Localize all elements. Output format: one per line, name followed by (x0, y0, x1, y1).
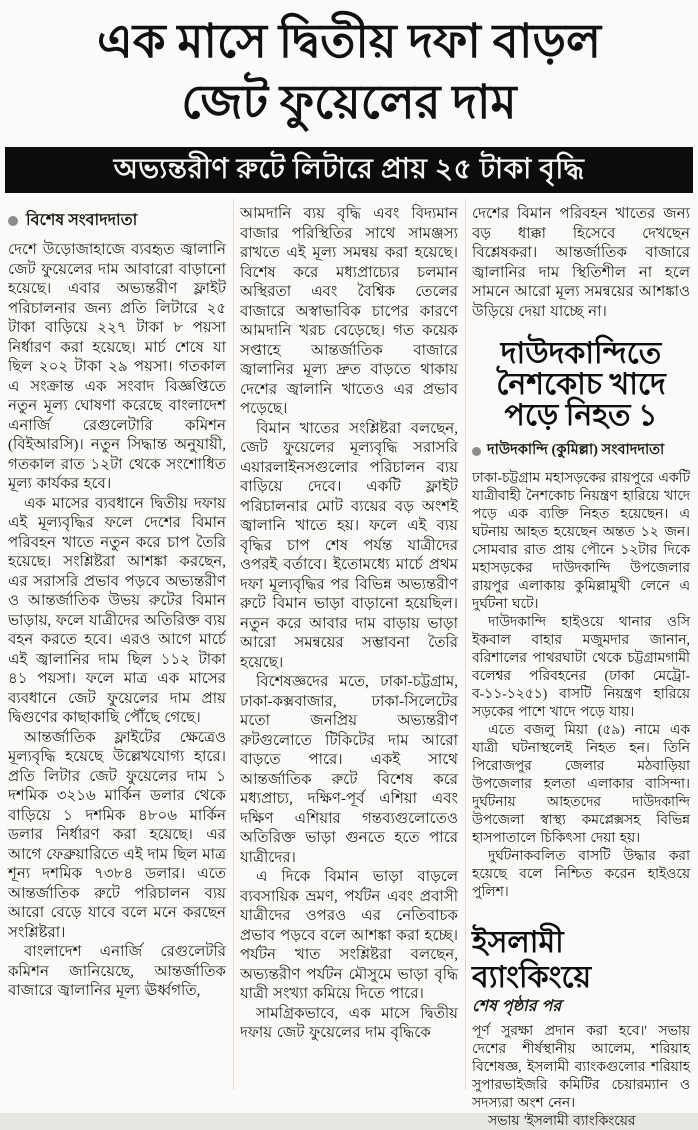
daudkandi-headline-line-1: দাউদকান্দিতে (500, 337, 662, 370)
article-paragraph: দাউদকান্দি হাইওয়ে থানার ওসি ইকবাল বাহার মজুমদার জানান, বরিশালের পাথরঘাটা থেকে চট্টগ্রামগামী বলেশ্বর পরিবহনের (ঢাকা মেট্রো-ব-১১-১২৫১) বাসটি নিয়ন্ত্রণ হারিয়ে সড়কের পাশে খাদে পড়ে যায়। (472, 614, 690, 719)
islami-banking-headline: ইসলামী ব্যাংকিংয়ে (472, 926, 592, 994)
byline-text: দাউদকান্দি (কুমিল্লা) সংবাদদাতা (487, 442, 665, 458)
column-divider (233, 199, 234, 1090)
subheadline-band: অভ্যন্তরীণ রুটে লিটারে প্রায় ২৫ টাকা বৃদ্ধি (5, 147, 693, 193)
daudkandi-headline-line-2: নৈশকোচ খাদে (496, 368, 666, 401)
article-paragraph: পূর্ণ সুরক্ষা প্রদান করা হবে।' সভায় দেশের শীর্ষস্থানীয় আলেম, শরিয়াহ বিশেষজ্ঞ, ইসলামী ব্যাংকগুলোর শরিয়াহ সুপারভাইজরি কমিটির চেয়ারম্যান ও সদস্যরা অংশ নেন। (472, 1023, 690, 1110)
article-paragraph: এক মাসের ব্যবধানে দ্বিতীয় দফায় এই মূল্যবৃদ্ধির ফলে দেশের বিমান পরিবহন খাতে নতুন করে চাপ তৈরি হয়েছে। সংশ্লিষ্টরা আশঙ্কা করছেন, এর সরাসরি প্রভাব পড়বে অভ্যন্তরীণ ও আন্তর্জাতিক উভয় রুটের বিমান ভাড়ায়, ফলে যাত্রীদের অতিরিক্ত ব্যয় বহন করতে হবে। এরও আগে মার্চে এই জ্বালানির দাম ছিল ১১২ টাকা ৪১ পয়সা। ফলে মাত্র এক মাসের ব্যবধানে জেট ফুয়েলের দাম প্রায় দ্বিগুণের কাছাকাছি পৌঁছে গেছে। (8, 495, 226, 726)
column-divider (465, 199, 466, 1090)
main-headline (0, 0, 698, 134)
masthead (0, 0, 698, 193)
byline-bullet-icon (8, 216, 18, 226)
article-paragraph: আন্তর্জাতিক ফ্লাইটের ক্ষেত্রেও মূল্যবৃদ্ধি হয়েছে উল্লেখযোগ্য হারে। প্রতি লিটার জেট ফুয়েলের দাম ১ দশমিক ৩২১৬ মার্কিন ডলার থেকে বাড়িয়ে ১ দশমিক ৪৮০৬ মার্কিন ডলার নির্ধারণ করা হয়েছে। এর আগে ফেব্রুয়ারিতে এই দাম ছিল মাত্র শূন্য দশমিক ৭৩৮৪ ডলার। এতে আন্তর্জাতিক রুটে পরিচালন ব্যয় আরো বেড়ে যাবে বলে মনে করছেন সংশ্লিষ্টরা। (8, 729, 226, 941)
article-paragraph: বিশেষজ্ঞদের মতে, ঢাকা-চট্টগ্রাম, ঢাকা-কক্সবাজার, ঢাকা-সিলেটের মতো জনপ্রিয় অভ্যন্তরীণ রুটগুলোতে টিকিটের দাম আরো বাড়তে পারে। একই সাথে আন্তর্জাতিক রুটে বিশেষ করে মধ্যপ্রাচ্য, দক্ষিণ-পূর্ব এশিয়া এবং দক্ষিণ এশিয়ার গন্তব্যগুলোতেও অতিরিক্ত ভাড়া গুনতে হতে পারে যাত্রীদের। (240, 674, 458, 866)
article-paragraph: দেশের বিমান পরিবহন খাতের জন্য বড় ধাক্কা হিসেবে দেখছেন বিশ্লেষকরা। আন্তর্জাতিক বাজারে জ্বালানির দাম স্থিতিশীল না হলে সামনে আরো মূল্য সমন্বয়ের আশঙ্কাও উড়িয়ে দেয়া যাচ্ছে না। (472, 206, 690, 320)
article-paragraph: সভায় 'ইসলামী ব্যাংকিংয়ের (488, 1113, 636, 1128)
byline-jet-fuel (8, 207, 226, 234)
column-1 (8, 205, 226, 1130)
main-headline-line-2: জেট ফুয়েলের দাম (181, 77, 517, 129)
article-paragraph: বাংলাদেশ এনার্জি রেগুলেটরি কমিশন জানিয়েছে, আন্তর্জাতিক বাজারে জ্বালানির মূল্য ঊর্ধ্বগতি, (8, 944, 226, 999)
article-paragraph: সামগ্রিকভাবে, এক মাসে দ্বিতীয় দফায় জেট ফুয়েলের দাম বৃদ্ধিকে (240, 1005, 458, 1041)
main-headline-line-1: এক মাসে দ্বিতীয় দফা বাড়ল (96, 16, 602, 68)
article-paragraph: দুর্ঘটনাকবলিত বাসটি উদ্ধার করা হয়েছে বলে নিশ্চিত করেন হাইওয়ে পুলিশ। (472, 848, 690, 899)
byline-bullet-icon (472, 447, 481, 456)
article-paragraph: দেশে উড়োজাহাজে ব্যবহৃত জ্বালানি জেট ফুয়েলের দাম আবারো বাড়ানো হয়েছে। এবার অভ্যন্তরীণ ফ্লাইট পরিচালনার জন্য প্রতি লিটারে ২৫ টাকা বাড়িয়ে ২২৭ টাকা ৮ পয়সা নির্ধারণ করা হয়েছে। মার্চ শেষে যা ছিল ২০২ টাকা ২৯ পয়সা। গতকাল এ সংক্রান্ত এক সংবাদ বিজ্ঞপ্তিতে নতুন মূল্য ঘোষণা করেছে বাংলাদেশ এনার্জি রেগুলেটারি কমিশন (বিইআরসি)। নতুন সিদ্ধান্ত অনুযায়ী, গতকাল রাত ১২টা থেকে সংশোধিত মূল্য কার্যকর হবে। (8, 242, 226, 492)
article-paragraph: এ দিকে বিমান ভাড়া বাড়লে ব্যবসায়িক ভ্রমণ, পর্যটন এবং প্রবাসী যাত্রীদের ওপরও এর নেতিবাচক প্রভাব পড়বে বলে আশঙ্কা করা হচ্ছে। পর্যটন খাত সংশ্লিষ্টরা বলছেন, অভ্যন্তরীণ পর্যটন মৌসুমে ভাড়া বৃদ্ধি যাত্রী সংখ্যা কমিয়ে দিতে পারে। (240, 869, 458, 1002)
byline-daudkandi (472, 439, 690, 463)
column-layout (0, 193, 698, 1130)
article-paragraph: এতে বজলু মিয়া (৫৯) নামে এক যাত্রী ঘটনাস্থলেই নিহত হন। তিনি পিরোজপুর জেলার মঠবাড়িয়া উপজেলার হলতা এলাকার বাসিন্দা। দুর্ঘটনায় আহতদের দাউদকান্দি উপজেলা স্বাস্থ্য কমপ্লেক্সসহ বিভিন্ন হাসপাতালে চিকিৎসা দেয়া হয়। (472, 722, 690, 845)
column-3 (472, 205, 690, 1130)
article-paragraph: আমদানি ব্যয় বৃদ্ধি এবং বিদ্যমান বাজার পরিস্থিতির সাথে সামঞ্জস্য রাখতে এই মূল্য সমন্বয় করা হয়েছে। বিশেষ করে মধ্যপ্রাচ্যের চলমান অস্থিরতা এবং বৈশ্বিক তেলের বাজারে অস্বাভাবিক চাপের কারণে আমদানি খরচ বেড়েছে। গত কয়েক সপ্তাহে আন্তর্জাতিক বাজারে জ্বালানির মূল্য দ্রুত বাড়তে থাকায় দেশের জ্বালানি খাতেও এর প্রভাব পড়েছে। (240, 206, 458, 417)
column-2 (240, 205, 458, 1130)
daudkandi-headline (472, 338, 690, 431)
continuation-note: শেষ পৃষ্ঠার পর (472, 998, 562, 1015)
article-paragraph: বিমান খাতের সংশ্লিষ্টরা বলছেন, জেট ফুয়েলের মূল্যবৃদ্ধি সরাসরি এয়ারলাইনসগুলোর পরিচালন ব্যয় বাড়িয়ে দেবে। একটি ফ্লাইট পরিচালনার মোট ব্যয়ের বড় অংশই জ্বালানি খাতে হয়। ফলে এই ব্যয় বৃদ্ধির চাপ শেষ পর্যন্ত যাত্রীদের ওপরই বর্তাবে। ইতোমধ্যে মার্চে প্রথম দফা মূল্যবৃদ্ধির পর বিভিন্ন অভ্যন্তরীণ রুটে বিমান ভাড়া বাড়ানো হয়েছিল। নতুন করে আবার দাম বাড়ায় ভাড়া আরো সমন্বয়ের সম্ভাবনা তৈরি হয়েছে। (240, 420, 458, 671)
byline-text: বিশেষ সংবাদদাতা (26, 212, 138, 229)
article-paragraph: ঢাকা-চট্টগ্রাম মহাসড়কের রায়পুরে একটি যাত্রীবাহী নৈশকোচ নিয়ন্ত্রণ হারিয়ে খাদে পড়ে এক ব্যক্তি নিহত হয়েছেন। এ ঘটনায় আহত হয়েছেন অন্তত ১২ জন। সোমবার রাত প্রায় পৌনে ১২টার দিকে মহাসড়কের দাউদকান্দি উপজেলার রায়পুর এলাকায় কুমিল্লামুখী লেনে এ দুর্ঘটনা ঘটে। (472, 470, 690, 611)
daudkandi-headline-line-3: পড়ে নিহত ১ (504, 399, 658, 432)
